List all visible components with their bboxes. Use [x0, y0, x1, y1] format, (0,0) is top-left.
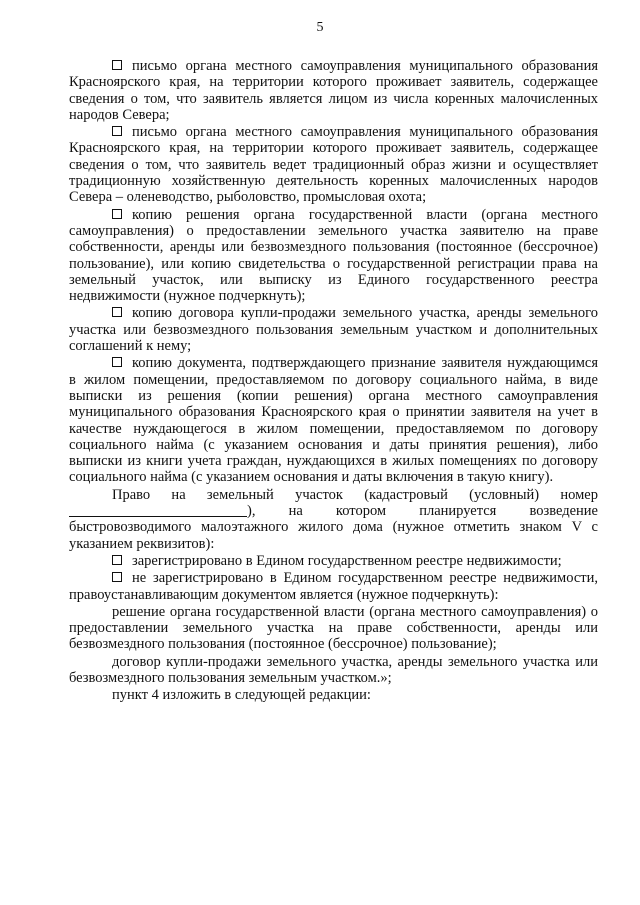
checkbox-icon [112, 126, 122, 136]
paragraph-registered-option [69, 553, 598, 569]
paragraph-text: копию решения органа государственной власти (органа местного самоуправления) о предоставлении земельного участка заявителю на праве собственности, аренды или безвозмездного пользования (постоянное (бессрочное) пользование), или копию свидетельства о государственной регистрации права на земельный участок, или выписку из Единого государственного реестра недвижимости (нужное подчеркнуть); [69, 206, 598, 305]
paragraph-text-start: Право на земельный участок (кадастровый (условный) номер [112, 486, 598, 503]
paragraph-not-registered-option [69, 570, 598, 603]
paragraph-point-4-intro [69, 687, 598, 703]
paragraph-text: копию договора купли-продажи земельного участка, аренды земельного участка или безвозмездного пользования земельным участком и дополнительных соглашений к нему; [69, 305, 598, 355]
checkbox-icon [112, 307, 122, 317]
paragraph-text-end: ), на котором планируется возведение быстровозводимого малоэтажного жилого дома (нужное отметить знаком V с указанием реквизитов): [69, 503, 598, 552]
paragraph-copy-sale-contract [69, 305, 598, 354]
paragraph-letter-indigenous-status [69, 58, 598, 123]
paragraph-authority-decision [69, 604, 598, 653]
cadastral-number-blank [69, 505, 247, 517]
paragraph-sale-contract [69, 654, 598, 687]
paragraph-text: копию документа, подтверждающего признание заявителя нуждающимся в жилом помещении, предоставляемом по договору социального найма, в виде выписки из решения (копии решения) органа местного самоуправления муниципального образования Красноярского края о принятии заявителя на учет в качестве нуждающегося в жилом помещении, предоставляемом по договору социального найма (с указанием основания и даты принятия решения), либо выписки из книги учета граждан, нуждающихся в жилых помещениях по договору социального найма (с указанием основания и даты включения в такую книгу). [69, 355, 598, 486]
paragraph-land-right [69, 487, 598, 552]
paragraph-copy-land-decision [69, 207, 598, 305]
paragraph-text: пункт 4 изложить в следующей редакции: [112, 687, 371, 704]
paragraph-text: письмо органа местного самоуправления муниципального образования Красноярского края, на территории которого проживает заявитель, содержащее сведения о том, что заявитель является лицом из числа коренных малочисленных народов Севера; [69, 58, 598, 123]
document-body [69, 58, 598, 704]
paragraph-text: решение органа государственной власти (органа местного самоуправления) о предоставлении земельного участка на праве собственности, аренды или безвозмездного пользования (постоянное (бессрочное) пользование); [69, 603, 598, 653]
checkbox-icon [112, 209, 122, 219]
checkbox-icon [112, 555, 122, 565]
paragraph-copy-housing-need-document [69, 355, 598, 485]
checkbox-icon [112, 357, 122, 367]
paragraph-letter-traditional-lifestyle [69, 124, 598, 205]
paragraph-text: письмо органа местного самоуправления муниципального образования Красноярского края, на территории которого проживает заявитель, содержащее сведения о том, что заявитель ведет традиционный образ жизни и осуществляет традиционную хозяйственную деятельность коренных малочисленных народов Севера – оленеводство, рыболовство, промысловая охота; [69, 124, 598, 206]
paragraph-text: не зарегистрировано в Едином государственном реестре недвижимости, правоустанавливающим документом является (нужное подчеркнуть): [69, 570, 598, 603]
page-number: 5 [316, 20, 324, 35]
checkbox-icon [112, 60, 122, 70]
paragraph-text: договор купли-продажи земельного участка, аренды земельного участка или безвозмездного пользования земельным участком.»; [69, 653, 598, 686]
paragraph-text: зарегистрировано в Едином государственном реестре недвижимости; [132, 552, 562, 569]
checkbox-icon [112, 572, 122, 582]
